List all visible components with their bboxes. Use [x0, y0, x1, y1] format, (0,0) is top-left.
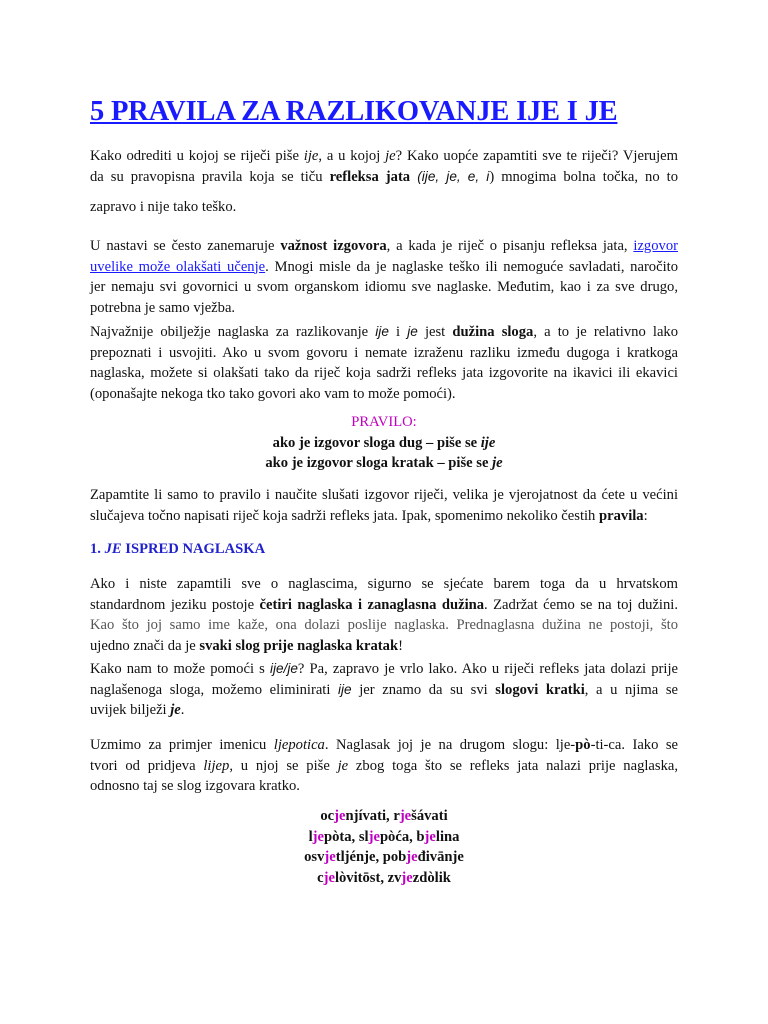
text: -ti-ca. Iako se	[590, 737, 678, 753]
example-line	[90, 847, 678, 868]
text-bold: slogovi kratki	[495, 681, 585, 698]
highlight-je: je	[399, 808, 412, 824]
text-bold-italic: ije	[480, 434, 496, 451]
text-line: jer nemaju svi govornici u svom organskom idiomu sve naglaske. Međutim, kao i za sve drugo,	[90, 279, 678, 295]
example-line	[90, 868, 678, 889]
text-line	[90, 595, 678, 616]
paragraph-example	[90, 735, 678, 797]
highlight-je: je	[312, 828, 324, 845]
text-italic: lijep	[203, 757, 230, 774]
text-line: (oponašajte nekoga tko tako govori ako vam to može pomoći).	[90, 385, 456, 402]
text-bold: osv	[304, 849, 325, 865]
text-italic: ije/je	[269, 661, 298, 676]
highlight-je: je	[323, 869, 335, 886]
rule-label: PRAVILO:	[351, 414, 417, 430]
pronunciation-link-cont[interactable]: uvelike može olakšati učenje	[90, 258, 266, 275]
text-bold: ako je izgovor sloga dug – piše se	[272, 434, 481, 451]
text-bold: zdòlik	[412, 869, 451, 886]
example-line	[90, 827, 678, 848]
text-bold: četiri naglaska i zanaglasna dužina	[259, 596, 485, 613]
text-italic: ije	[375, 324, 389, 339]
paragraph-remember	[90, 485, 678, 526]
text: tvori od pridjeva	[90, 757, 204, 774]
example-words	[90, 806, 678, 888]
text-bold: pòta, sl	[323, 828, 369, 845]
heading-italic: JE	[104, 541, 122, 557]
text-italic: ije	[338, 681, 352, 697]
highlight-je: je	[406, 849, 418, 865]
text: i	[388, 324, 408, 340]
text-line: odnosno taj se slog izgovara kratko.	[90, 778, 300, 794]
text: , u njoj se piše	[229, 757, 338, 774]
text-line	[90, 756, 678, 777]
heading-text: ISPRED NAGLASKA	[121, 541, 266, 557]
text-line	[90, 322, 678, 343]
text-line: naglaska, možete si olakšati tako da riječ koja sadrži refleks jata izgovorite na ikavici ili ekavici	[90, 365, 678, 381]
highlight-je: je	[368, 828, 380, 845]
text-line: potrebna je samo vježba.	[90, 299, 236, 316]
text: ? Pa, zapravo je vrlo lako. Ako u riječi refleks jata dolazi prije	[297, 661, 678, 677]
rule-line-short	[90, 453, 678, 474]
text: naglašenoga sloga, možemo eliminirati	[90, 681, 339, 698]
text: Kako nam to može pomoći s	[90, 661, 270, 677]
text: da su pravopisna pravila koja se tiču	[90, 168, 330, 185]
text-line: prepoznati i usvojiti. Ako u svom govoru i nemate izraženu razliku između dugoga i kratkoga	[90, 344, 678, 361]
text-bold: šávati	[411, 808, 448, 824]
text: !	[398, 637, 403, 654]
rule-box	[90, 412, 678, 474]
text-bold: refleksa jata	[329, 168, 411, 185]
text-line	[90, 236, 678, 257]
text: ujedno znači da je	[90, 637, 200, 654]
text-bold: pòća, b	[379, 828, 425, 845]
text: ) mnogima bolna točka, no to	[489, 168, 678, 185]
highlight-je: je	[401, 869, 413, 886]
text-line	[90, 700, 678, 721]
text: . Naglasak joj je na drugom slogu: lje-	[324, 737, 576, 753]
text: standardnom jeziku postoje	[90, 596, 260, 613]
paragraph-how-helps	[90, 659, 678, 721]
text-bold: pò	[575, 737, 591, 753]
text-line	[90, 257, 678, 278]
text: . Zadržat ćemo se na toj dužini.	[484, 596, 678, 613]
text: Uzmimo za primjer imenicu	[90, 737, 274, 753]
text-line: Kao što joj samo ime kaže, ona dolazi poslije naglaska. Prednaglasna dužina ne postoji, što	[90, 617, 678, 633]
text: Kako odrediti u kojoj se riječi piše	[90, 148, 304, 164]
text-italic: ljepotica	[273, 737, 325, 753]
text: jest	[417, 324, 453, 340]
text-line	[90, 680, 678, 701]
text-bold: oc	[320, 808, 335, 824]
text-bold: đivānje	[417, 849, 464, 865]
text: Najvažnije obilježje naglaska za razlikovanje	[90, 324, 376, 340]
example-line	[90, 806, 678, 827]
text-line: Ako i niste zapamtili sve o naglascima, sigurno se sjećate barem toga da u hrvatskom	[90, 576, 678, 592]
highlight-je: je	[424, 828, 436, 845]
text: slučajeva točno napisati riječ koja sadrži refleks jata. Ipak, spomenimo nekoliko čestih	[90, 507, 599, 524]
text-bold: važnost izgovora	[280, 238, 387, 254]
text-italic: je	[407, 324, 418, 339]
text-bold: pravila	[599, 507, 644, 524]
paragraph-intro	[90, 146, 678, 187]
text-bold: lòvitōst, zv	[334, 869, 402, 886]
text-bold: lina	[435, 828, 460, 845]
paragraph-intro-end	[90, 197, 678, 218]
section-heading-1	[90, 539, 678, 560]
text: , a to je relativno lako	[533, 324, 679, 340]
text: jer znamo da su svi	[351, 681, 496, 698]
highlight-je: je	[334, 808, 346, 824]
heading-number: 1.	[90, 541, 105, 557]
text-line: zapravo i nije tako teško.	[90, 199, 237, 215]
text-italic: je	[385, 148, 396, 164]
rule-line-long	[90, 433, 678, 454]
text-bold: c	[317, 869, 324, 886]
text-line	[90, 146, 678, 167]
paragraph-accents	[90, 574, 678, 656]
text-line	[90, 167, 678, 188]
text-bold-italic: je	[492, 455, 503, 471]
paragraph-pronunciation	[90, 236, 678, 318]
text-bold: tljénje, pob	[335, 849, 407, 865]
page-title[interactable]: 5 PRAVILA ZA RAZLIKOVANJE IJE I JE	[90, 96, 618, 127]
text-bold: dužina sloga	[452, 324, 534, 340]
text-bold: svaki slog prije naglaska kratak	[199, 637, 399, 654]
text: :	[643, 507, 648, 524]
text-bold-italic: je	[170, 702, 181, 718]
highlight-je: je	[324, 849, 336, 865]
text-bold: l	[308, 828, 313, 845]
paragraph-syllable-length	[90, 322, 678, 404]
pronunciation-link[interactable]: izgovor	[633, 238, 678, 254]
text-italic: (ije, je, e, i	[410, 168, 490, 184]
text-line: Zapamtite li samo to pravilo i naučite slušati izgovor riječi, velika je vjerojatnost da ćete u većini	[90, 487, 678, 503]
text: , a u njima se	[584, 681, 679, 698]
text: . Mnogi misle da je naglaske teško ili nemoguće savladati, naročito	[265, 258, 678, 275]
text-italic: je	[337, 757, 349, 774]
text: ? Kako uopće zapamtiti sve te riječi? Vjerujem	[395, 148, 678, 164]
text-line	[90, 735, 678, 756]
text: zbog toga što se refleks jata nalazi prije naglaska,	[348, 757, 679, 774]
text-italic: ije	[303, 148, 319, 164]
text: .	[180, 702, 185, 718]
text: , a u kojoj	[318, 148, 386, 164]
text: , a kada je riječ o pisanju refleksa jata,	[386, 238, 634, 254]
text-bold: njívati, r	[345, 808, 400, 824]
text-line	[90, 636, 678, 657]
text-bold: ako je izgovor sloga kratak – piše se	[265, 455, 493, 471]
text-line	[90, 659, 678, 680]
text: uvijek bilježi	[90, 702, 171, 718]
text: U nastavi se često zanemaruje	[90, 238, 281, 254]
text-line	[90, 506, 678, 527]
